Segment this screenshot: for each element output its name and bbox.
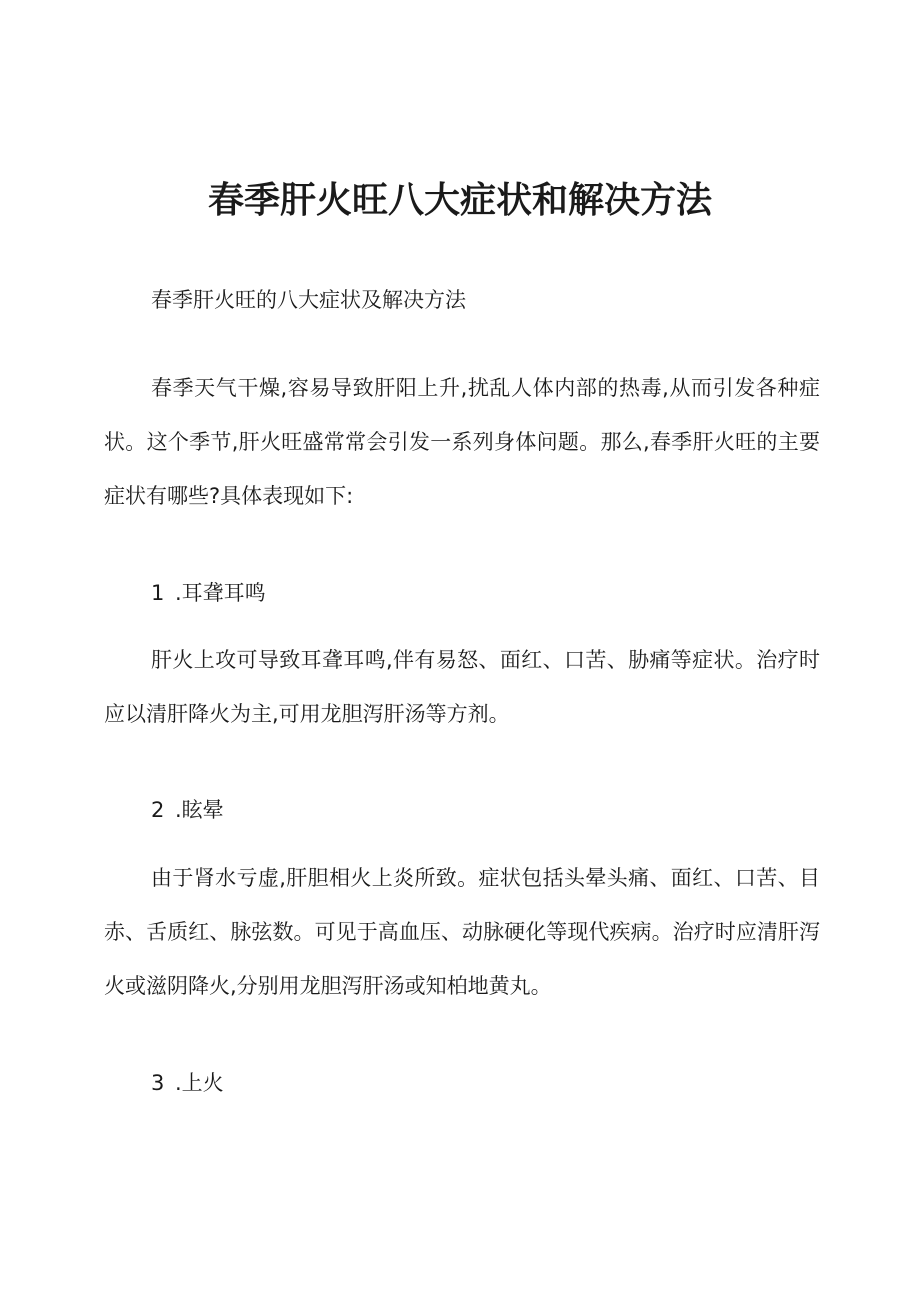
section-number: 2: [151, 798, 165, 822]
section-number: 1: [151, 581, 165, 605]
section-title: .眩晕: [175, 798, 224, 822]
section-heading-3: [151, 1068, 224, 1098]
section-heading-2: [151, 795, 224, 825]
document-subtitle: 春季肝火旺的八大症状及解决方法: [151, 288, 466, 312]
section-heading-1: [151, 578, 266, 608]
section-body-1: 肝火上攻可导致耳聋耳鸣,伴有易怒、面红、口苦、胁痛等症状。治疗时应以清肝降火为主,可用龙胆泻肝汤等方剂。: [104, 648, 820, 726]
section-title: .耳聋耳鸣: [175, 581, 266, 605]
section-number: 3: [151, 1071, 165, 1095]
document-title: 春季肝火旺八大症状和解决方法: [207, 180, 712, 221]
section-body-2: 由于肾水亏虚,肝胆相火上炎所致。症状包括头晕头痛、面红、口苦、目赤、舌质红、脉弦数。可见于高血压、动脉硬化等现代疾病。治疗时应清肝泻火或滋阴降火,分别用龙胆泻肝汤或知柏地黄丸。: [104, 866, 820, 998]
intro-paragraph: 春季天气干燥,容易导致肝阳上升,扰乱人体内部的热毒,从而引发各种症状。这个季节,肝火旺盛常常会引发一系列身体问题。那么,春季肝火旺的主要症状有哪些?具体表现如下:: [104, 376, 820, 508]
section-title: .上火: [175, 1071, 224, 1095]
